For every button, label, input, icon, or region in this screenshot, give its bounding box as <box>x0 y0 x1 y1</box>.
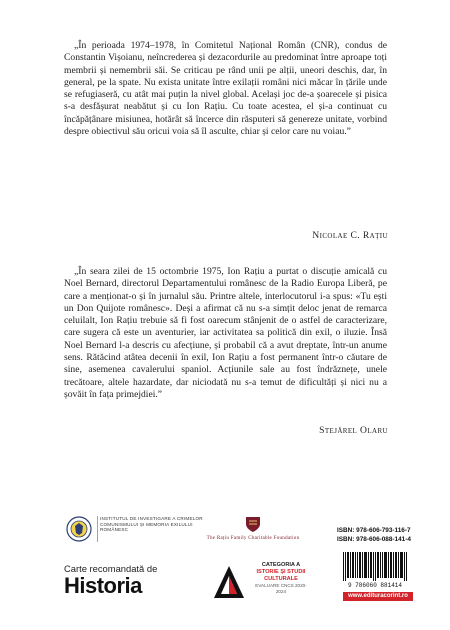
institute-divider <box>97 516 98 542</box>
historia-logo: Historia <box>64 573 142 598</box>
category-line-2: ISTORIE ȘI STUDII CULTURALE <box>256 569 306 582</box>
quote-2-text: „În seara zilei de 15 octombrie 1975, Ion Rațiu a purtat o discuție amicală cu Noel Bernard, directorul Departamentului românesc de la Radio Europa Liberă, pe care a menționat-o și în jurnalul său. Printre altele, interlocutorul i-a spus: «Tu ești un Don Quijote românesc». Deși a afirmat că nu s-a simțit deloc jenat de remarca celuilalt, Ion Rațiu trebuie să fi fost oarecum stânjenit de o astfel de caracterizare, care sugera că este un aventurier, iar activitatea sa politică din exil, o iluzie. Însă Noel Bernard l-a descris cu afecțiune, și probabil că a avut dreptate, într-un anume sens. Rătăcind atâtea decenii în exil, Ion Rațiu a fost permanent într-o căutare de sine, asemenea cavalerului spaniol. Acțiunile sale au fost îndrăznețe, unele trecătoare, altele hazardate, dar niciodată nu s-a temut de dificultăți și nici nu a șovăit în fața primejdiei.” <box>64 266 387 400</box>
isbn-2: ISBN: 978-606-088-141-4 <box>337 536 411 543</box>
institute-logo <box>66 514 216 550</box>
quote-1-text: „În perioada 1974–1978, în Comitetul Național Român (CNR), condus de Constantin Vișoianu, neîncrederea și dezacordurile au predominat între aproape toți membrii și nemembrii săi. Se criticau pe rând unii pe alții, uneori deschis, dar, în general, pe la spate. Nu exista unitate între exilații români nici măcar în țările unde se refugiaseră, cu atât mai puțin la nivel global. Același joc de-a șoarecele și pisica s-a desfășurat neabătut și cu Ion Rațiu. Cu toate acestea, el și-a continuat cu încăpățânare misiunea, hotărât să încerce din răsputeri să genereze unitate, vorbind despre obiectivul său oricui voia să îl asculte, chiar și celor care nu voiau.” <box>64 40 387 138</box>
ratiu-crest-icon <box>243 514 263 534</box>
isbn-1: ISBN: 978-606-793-116-7 <box>337 527 411 534</box>
ratiu-foundation-logo <box>203 514 303 554</box>
category-line-1: CATEGORIA A <box>261 562 301 568</box>
barcode <box>337 552 415 588</box>
publisher-website: www.edituracorint.ro <box>343 592 413 601</box>
category-line-3: EVALUARE CNCS 2020-2024 <box>255 583 307 594</box>
cncs-category <box>251 562 311 595</box>
barcode-digits: 9 786060 881414 <box>347 582 403 588</box>
institute-seal-icon <box>66 516 92 542</box>
quote-1-author: Nicolae C. Rațiu <box>312 230 388 241</box>
institute-name: INSTITUTUL DE INVESTIGARE A CRIMELOR COMUNISMULUI ȘI MEMORIA EXILULUI ROMÂNESC <box>100 516 203 533</box>
ratiu-foundation-name: The Rațiu Family Charitable Foundation <box>206 536 300 541</box>
corint-logo-icon <box>213 564 245 600</box>
recommendation-label: Carte recomandată de <box>64 563 158 574</box>
isbn-block <box>337 526 415 544</box>
recommendation <box>64 563 157 598</box>
quote-2-author: Stejărel Olaru <box>319 425 388 436</box>
